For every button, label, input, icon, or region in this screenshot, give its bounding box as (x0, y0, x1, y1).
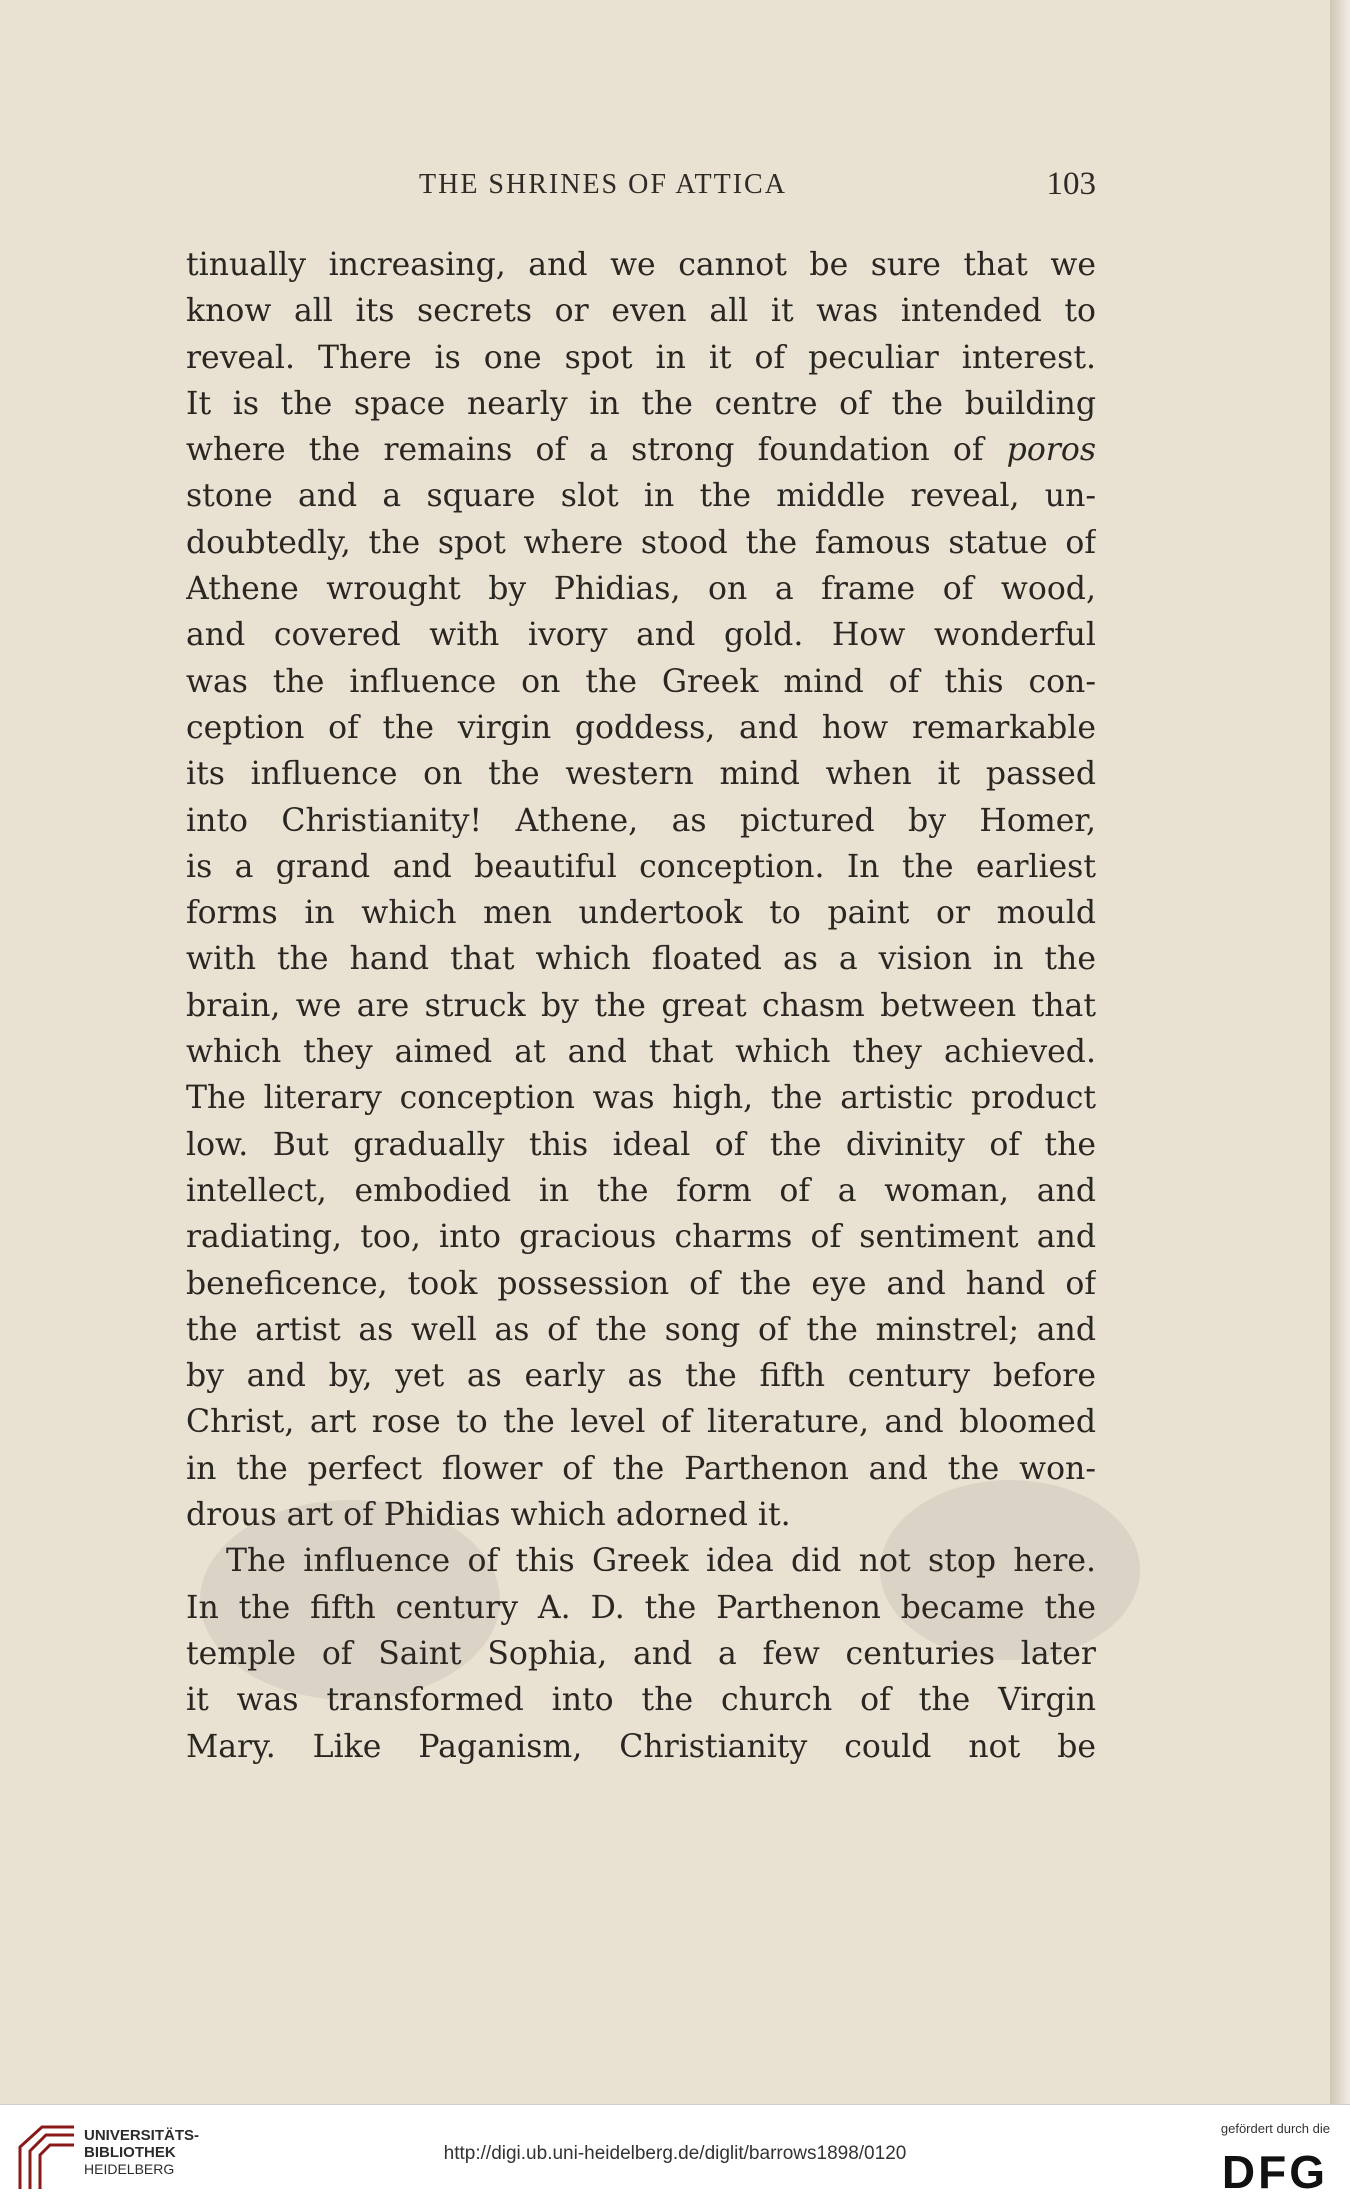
text-line: with the hand that which floated as a vision in the (186, 941, 1096, 978)
text-line: and covered with ivory and gold. How wonderful (186, 617, 1096, 654)
text-line: low. But gradually this ideal of the divinity of the (186, 1126, 1096, 1163)
text-line: which they aimed at and that which they achieved. (186, 1034, 1096, 1071)
italic-word: poros (1006, 432, 1096, 469)
text-line: in the perfect flower of the Parthenon and the won- (186, 1450, 1096, 1487)
text-line: was the influence on the Greek mind of this con- (186, 663, 1096, 700)
text-line: brain, we are struck by the great chasm between that (186, 987, 1096, 1024)
text-line: In the fifth century A. D. the Parthenon became the (186, 1589, 1096, 1626)
text-line: intellect, embodied in the form of a woman, and (186, 1172, 1096, 1209)
page-header (186, 166, 1096, 206)
text-line: stone and a square slot in the middle reveal, un- (186, 478, 1096, 515)
funded-by-label: gefördert durch die (1220, 2121, 1330, 2136)
text-line: drous art of Phidias which adorned it. (186, 1497, 791, 1534)
institution-line: UNIVERSITÄTS- (84, 2127, 200, 2144)
text-line: Mary. Like Paganism, Christianity could not be (186, 1728, 1096, 1765)
text-line: Athene wrought by Phidias, on a frame of wood, (186, 571, 1096, 608)
text-line: Christ, art rose to the level of literature, and bloomed (186, 1404, 1096, 1441)
text-line: radiating, too, into gracious charms of sentiment and (186, 1219, 1096, 1256)
dfg-logo: DFG (1221, 2146, 1328, 2198)
text-line: temple of Saint Sophia, and a few centuries later (186, 1635, 1096, 1672)
text-line: The literary conception was high, the artistic product (186, 1080, 1096, 1117)
text-line: doubtedly, the spot where stood the famous statue of (186, 524, 1096, 561)
text-line: It is the space nearly in the centre of the building (186, 385, 1096, 422)
body-text (186, 242, 1096, 1770)
text-line: the artist as well as of the song of the minstrel; and (186, 1311, 1096, 1348)
digitization-footer (0, 2104, 1350, 2209)
text-line: ception of the virgin goddess, and how remarkable (186, 709, 1096, 746)
text-line: tinually increasing, and we cannot be sure that we (186, 247, 1096, 283)
text-line: forms in which men undertook to paint or mould (186, 895, 1096, 932)
permalink-url[interactable]: http://digi.ub.uni-heidelberg.de/diglit/barrows1898/0120 (443, 2143, 907, 2164)
text-line: where the remains of a strong foundation of poros (186, 432, 1096, 469)
text-line: reveal. There is one spot in it of peculiar interest. (186, 339, 1096, 376)
text-line: it was transformed into the church of the Virgin (186, 1682, 1096, 1719)
text-line: beneficence, took possession of the eye and hand of (186, 1265, 1096, 1302)
page-edge (1330, 0, 1350, 2104)
text-line: know all its secrets or even all it was intended to (186, 293, 1096, 330)
institution-line: HEIDELBERG (84, 2161, 175, 2177)
page-number: 103 (1046, 166, 1096, 202)
text-line: by and by, yet as early as the fifth century before (186, 1358, 1096, 1395)
text-line: is a grand and beautiful conception. In the earliest (186, 848, 1096, 885)
text-line: The influence of this Greek idea did not stop here. (226, 1543, 1096, 1580)
running-title: THE SHRINES OF ATTICA (419, 169, 787, 200)
text-line: into Christianity! Athene, as pictured by Homer, (186, 802, 1096, 839)
institution-line: BIBLIOTHEK (84, 2144, 176, 2161)
text-line: its influence on the western mind when it passed (186, 756, 1096, 793)
